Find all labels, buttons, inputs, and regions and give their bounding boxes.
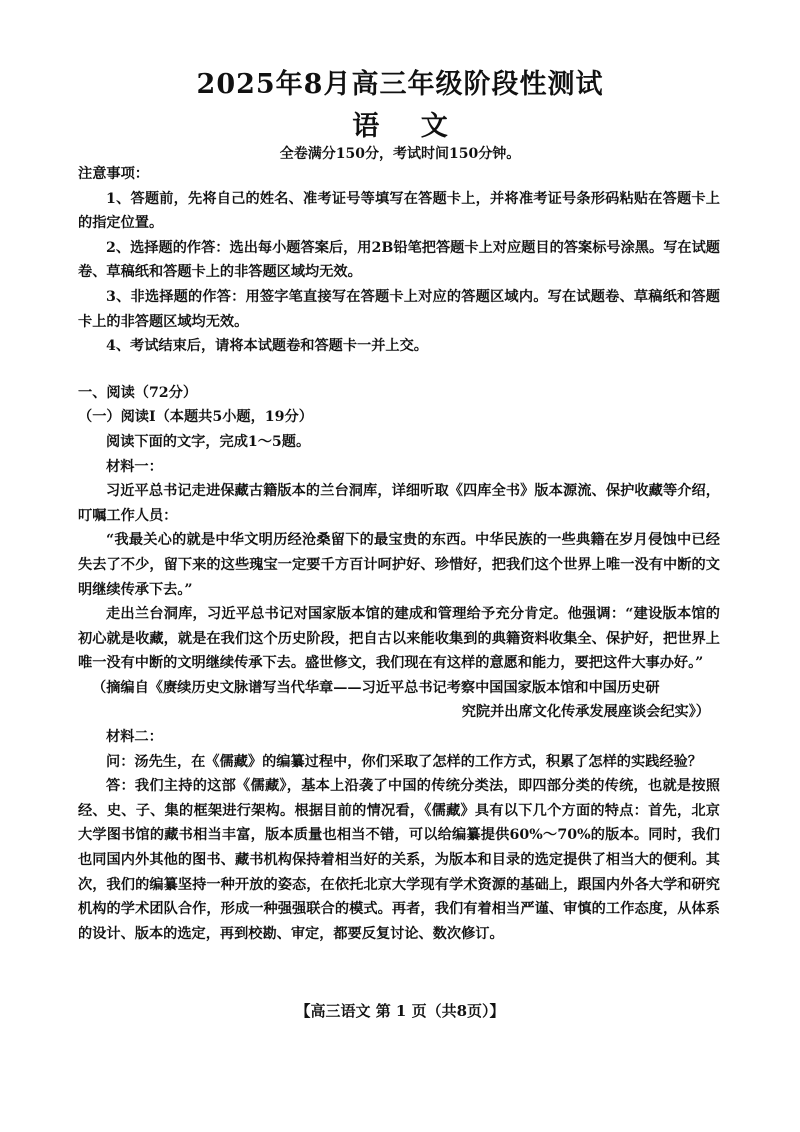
section-heading: 一、阅读（72分） (78, 384, 198, 401)
notice-item-4: 4、考试结束后，请将本试题卷和答题卡一并上交。 (106, 338, 428, 355)
material2-label: 材料二： (106, 729, 163, 746)
notice-item-2: 2、选择题的作答：选出每小题答案后，用2B铅笔把答题卡上对应题目的答案标号涂黑。写在试题卷、草稿纸和答题卡上的非答题区域均无效。 (78, 239, 720, 281)
exam-body (78, 162, 720, 946)
material1-paragraph: 走出兰台洞库，习近平总书记对国家版本馆的建成和管理给予充分肯定。他强调：“建设版本馆的初心就是收藏，就是在我们这个历史阶段，把自古以来能收集到的典籍资料收集全、保护好，把世界上唯一没有中断的文明继续传承下去。盛世修文，我们现在有这样的意愿和能力，要把这件大事办好。” (78, 606, 720, 672)
material1-source-line: 究院并出席文化传承发展座谈会纪实》） (461, 704, 710, 721)
page-footer: 【高三语文 第 1 页（共8页）】 (295, 1002, 505, 1020)
material1-label: 材料一： (106, 458, 163, 475)
material2-paragraph: 答：我们主持的这部《儒藏》，基本上沿袭了中国的传统分类法，即四部分类的传统，也就是按照经、史、子、集的框架进行架构。根据目前的情况看，《儒藏》具有以下几个方面的特点：首先，北京大学图书馆的藏书相当丰富，版本质量也相当不错，可以给编纂提供60%～70%的版本。同时，我们也同国内外其他的图书、藏书机构保持着相当好的关系，为版本和目录的选定提供了相当大的便利。其次，我们的编纂坚持一种开放的姿态，在依托北京大学现有学术资源的基础上，跟国内外各大学和研究机构的学术团队合作，形成一种强强联合的模式。再者，我们有着相当严谨、审慎的工作态度，从体系的设计、版本的选定，再到校勘、审定，都要反复讨论、数次修订。 (78, 778, 720, 942)
material1-paragraph: 习近平总书记走进保藏古籍版本的兰台洞库，详细听取《四库全书》版本源流、保护收藏等介绍，叮嘱工作人员： (78, 483, 720, 524)
subject-title: 语 文 (352, 111, 464, 142)
reading-instruction: 阅读下面的文字，完成1～5题。 (106, 433, 311, 450)
notice-item-3: 3、非选择题的作答：用签字笔直接写在答题卡上对应的答题区域内。写在试题卷、草稿纸和答题卡上的非答题区域均无效。 (78, 288, 720, 330)
notice-heading: 注意事项： (78, 166, 149, 182)
material1-source (78, 676, 720, 725)
material1-source-line: （摘编自《赓续历史文脉谱写当代华章——习近平总书记考察中国国家版本馆和中国历史研 (92, 679, 660, 696)
exam-info: 全卷满分150分，考试时间150分钟。 (279, 146, 521, 162)
material2-paragraph: 问：汤先生，在《儒藏》的编纂过程中，你们采取了怎样的工作方式，积累了怎样的实践经验？ (106, 753, 702, 770)
notice-item-1: 1、答题前，先将自己的姓名、准考证号等填写在答题卡上，并将准考证号条形码粘贴在答题卡上的指定位置。 (78, 190, 720, 232)
exam-title: 2025年8月高三年级阶段性测试 (196, 69, 604, 100)
material1-paragraph: “我最关心的就是中华文明历经沧桑留下的最宝贵的东西。中华民族的一些典籍在岁月侵蚀中已经失去了不少，留下来的这些瑰宝一定要千方百计呵护好、珍惜好，把我们这个世界上唯一没有中断的文明继续传承下去。” (78, 532, 720, 598)
sub-section-heading: （一）阅读Ⅰ（本题共5小题，19分） (78, 409, 313, 426)
